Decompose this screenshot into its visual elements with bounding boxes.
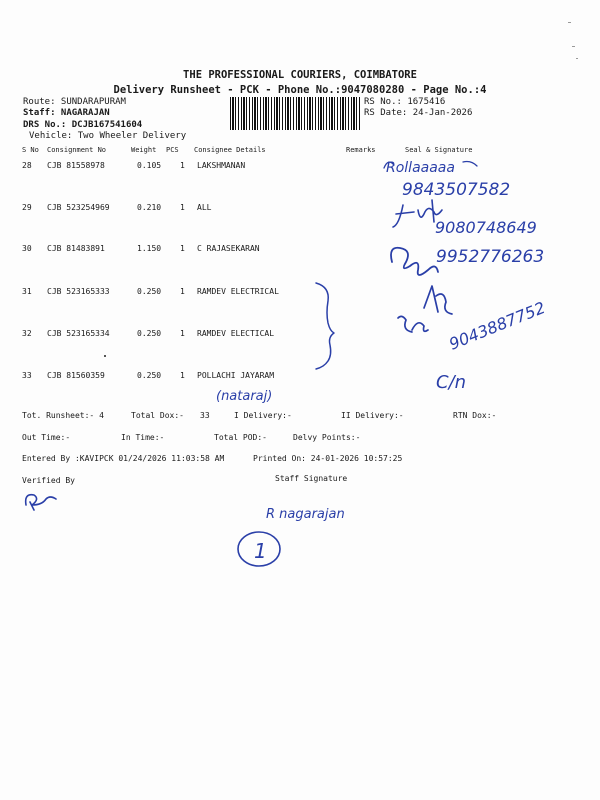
row-weight: 1.150	[137, 244, 162, 253]
row-sno: 33	[22, 371, 32, 380]
verified-by-label: Verified By	[22, 476, 75, 485]
scan-mark	[576, 58, 578, 59]
row-details: C RAJASEKARAN	[197, 244, 260, 253]
printed-on: Printed On: 24-01-2026 10:57:25	[253, 454, 403, 463]
signature-29-phone: 9080748649	[435, 218, 537, 237]
company-title: THE PROFESSIONAL COURIERS, COIMBATORE	[183, 69, 417, 81]
row-pcs: 1	[180, 244, 185, 253]
rtn-dox-label: RTN Dox:-	[453, 411, 497, 420]
row-weight: 0.105	[137, 161, 162, 170]
runsheet-subtitle: Delivery Runsheet - PCK - Phone No.:9047080280 - Page No.:4	[113, 84, 487, 96]
total-dox-value: 33	[200, 411, 210, 420]
delvy-points-label: Delvy Points:-	[293, 433, 361, 442]
signature-31-32-phone: 9043887752	[446, 297, 548, 354]
row-sno: 28	[22, 161, 32, 170]
drs-number: DRS No.: DCJB167541604	[23, 120, 143, 130]
row-details: RAMDEV ELECTRICAL	[197, 287, 279, 296]
row-details: RAMDEV ELECTICAL	[197, 329, 275, 338]
row-pcs: 1	[180, 161, 185, 170]
row-pcs: 1	[180, 287, 185, 296]
row-sno: 29	[22, 203, 32, 212]
staff-signature: R nagarajan	[266, 507, 345, 522]
col-header-seal: Seal & Signature	[405, 146, 473, 154]
i-delivery-label: I Delivery:-	[234, 411, 292, 420]
row-sno: 31	[22, 287, 32, 296]
row-details: LAKSHMANAN	[197, 161, 246, 170]
total-pod-label: Total POD:-	[214, 433, 267, 442]
row-consignment: CJB 81560359	[47, 371, 105, 380]
signature-28-name: Rollaaaaa	[386, 160, 455, 176]
signature-33: C/n	[436, 372, 467, 393]
signature-30-phone: 9952776263	[436, 247, 545, 267]
row-consignment: CJB 81483891	[47, 244, 105, 253]
col-header-sno: S No	[22, 146, 39, 154]
row-sno: 30	[22, 244, 32, 253]
row-sno: 32	[22, 329, 32, 338]
scan-dot	[104, 355, 106, 357]
route-label: Route: SUNDARAPURAM	[23, 97, 126, 107]
row-weight: 0.250	[137, 371, 162, 380]
row-consignment: CJB 81558978	[47, 161, 105, 170]
signature-30-scribble	[391, 248, 438, 275]
total-dox-label: Total Dox:-	[131, 411, 184, 420]
row-details: ALL	[197, 203, 212, 212]
col-header-details: Consignee Details	[194, 146, 266, 154]
col-header-pcs: PCS	[166, 146, 179, 154]
row-consignment: CJB 523165333	[47, 287, 110, 296]
row-pcs: 1	[180, 371, 185, 380]
in-time-label: In Time:-	[121, 433, 165, 442]
col-header-remarks: Remarks	[346, 146, 376, 154]
brace-mark	[316, 283, 334, 369]
out-time-label: Out Time:-	[22, 433, 71, 442]
rs-date: RS Date: 24-Jan-2026	[364, 108, 473, 118]
row-weight: 0.210	[137, 203, 162, 212]
scan-mark	[572, 46, 575, 47]
row-consignment: CJB 523165334	[47, 329, 110, 338]
tot-runsheet: Tot. Runsheet:- 4	[22, 411, 104, 420]
note-33: (nataraj)	[216, 389, 273, 404]
signature-29-scribble	[393, 200, 442, 227]
row-pcs: 1	[180, 329, 185, 338]
row-weight: 0.250	[137, 329, 162, 338]
ii-delivery-label: II Delivery:-	[341, 411, 404, 420]
staff-label: Staff: NAGARAJAN	[23, 108, 110, 118]
scan-mark	[568, 22, 571, 23]
signature-28-phone: 9843507582	[402, 180, 511, 200]
staff-signature-label: Staff Signature	[275, 474, 348, 483]
signature-31-32-scribble	[398, 286, 452, 332]
entered-by: Entered By :KAVIPCK 01/24/2026 11:03:58 AM	[22, 454, 225, 463]
row-pcs: 1	[180, 203, 185, 212]
rs-number: RS No.: 1675416	[364, 97, 446, 107]
row-consignment: CJB 523254969	[47, 203, 110, 212]
barcode	[230, 97, 360, 130]
circled-number-ring	[238, 532, 280, 566]
col-header-weight: Weight	[131, 146, 157, 154]
col-header-consignment: Consignment No	[47, 146, 107, 154]
row-weight: 0.250	[137, 287, 162, 296]
verified-signature	[26, 495, 56, 510]
vehicle-label: Vehicle: Two Wheeler Delivery	[29, 131, 187, 141]
row-details: POLLACHI JAYARAM	[197, 371, 275, 380]
signature-28-flourish	[384, 162, 477, 169]
circled-number: 1	[254, 539, 267, 563]
